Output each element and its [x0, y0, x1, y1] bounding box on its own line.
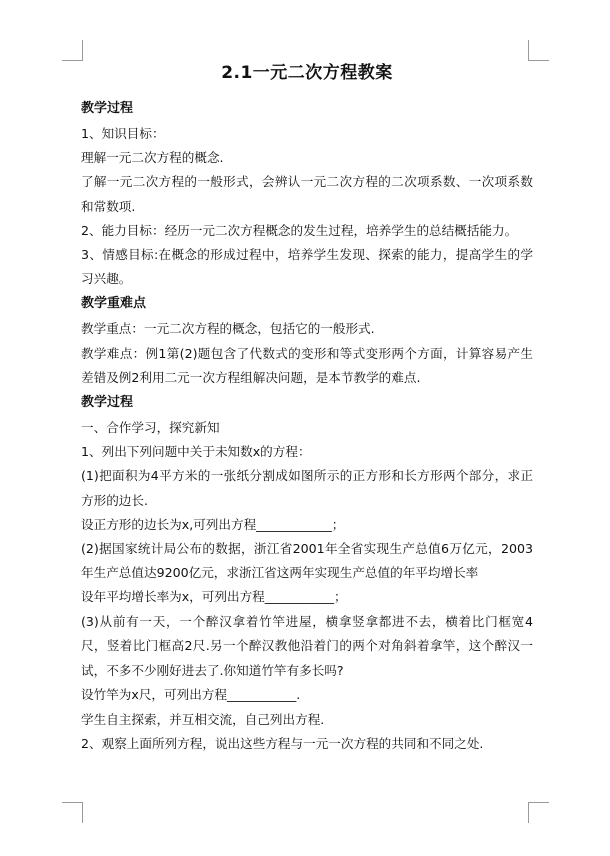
section-heading: 教学过程 [81, 101, 134, 116]
page-corner-mark-bottom-left [62, 802, 83, 823]
paragraph: 2、观察上面所列方程，说出这些方程与一元一次方程的共同和不同之处. [81, 735, 484, 751]
paragraph: 学生自主探索，并互相交流，自己列出方程. [81, 711, 325, 727]
paragraph: 设竹竿为x尺，可列出方程___________. [81, 687, 301, 703]
paragraph: 理解一元二次方程的概念. [81, 150, 224, 166]
paragraph: (3)从前有一天，一个醉汉拿着竹竿进屋，横拿竖拿都进不去，横着比门框宽4尺，竖着比门框高2尺.另一个醉汉教他沿着门的两个对角斜着拿竿，这个醉汉一试，不多不少刚好进去了.你知道竹竿有多长吗? [81, 613, 533, 678]
paragraph: 教学难点：例1第(2)题包含了代数式的变形和等式变形两个方面，计算容易产生差错及例2利用二元一次方程组解决问题，是本节教学的难点. [81, 345, 533, 385]
page-corner-mark-bottom-right [528, 802, 549, 823]
section-heading: 教学过程 [81, 395, 134, 411]
paragraph: 一、合作学习，探究新知 [81, 420, 220, 436]
paragraph: 1、列出下列问题中关于未知数x的方程： [81, 444, 311, 460]
paragraph: (1)把面积为4平方米的一张纸分割成如图所示的正方形和长方形两个部分，求正方形的边长. [81, 468, 533, 508]
paragraph: 2、能力目标：经历一元二次方程概念的发生过程，培养学生的总结概括能力。 [81, 222, 518, 238]
document-body [81, 62, 533, 756]
paragraph: 1、知识目标： [81, 126, 165, 141]
document-title: 2.1一元二次方程教案 [221, 63, 393, 83]
paragraph: 了解一元二次方程的一般形式，会辨认一元二次方程的二次项系数、一次项系数和常数项. [81, 174, 533, 214]
page-corner-mark-top-left [62, 40, 83, 61]
section-heading: 教学重难点 [81, 296, 147, 312]
paragraph: 设年平均增长率为x，可列出方程___________； [81, 589, 347, 605]
paragraph: 教学重点：一元二次方程的概念，包括它的一般形式. [81, 321, 375, 337]
paragraph: 3、情感目标:在概念的形成过程中，培养学生发现、探索的能力，提高学生的学习兴趣。 [81, 247, 533, 287]
page-corner-mark-top-right [528, 40, 549, 61]
paragraph: (2)据国家统计局公布的数据，浙江省2001年全省实现生产总值6万亿元，2003年生产总值达9200亿元，求浙江省这两年实现生产总值的年平均增长率 [81, 541, 533, 581]
paragraph: 设正方形的边长为x,可列出方程____________； [81, 516, 345, 532]
